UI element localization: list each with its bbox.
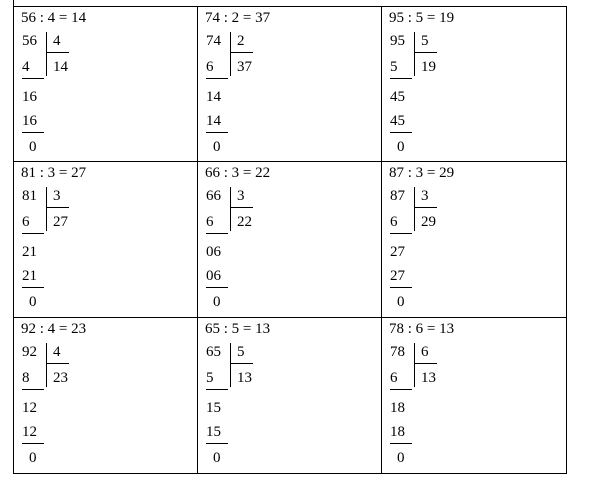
first-subtrahend: 6 xyxy=(390,214,398,231)
final-remainder: 0 xyxy=(397,449,405,466)
division-cell xyxy=(382,7,566,162)
first-remainder: 45 xyxy=(390,89,405,105)
subtraction-line-2 xyxy=(22,287,44,288)
division-cell xyxy=(198,162,382,317)
second-subtrahend: 16 xyxy=(22,113,37,129)
quotient: 29 xyxy=(421,214,436,231)
divisor: 2 xyxy=(237,33,245,49)
first-remainder: 18 xyxy=(390,399,405,416)
first-subtrahend: 5 xyxy=(206,369,214,386)
quotient-line xyxy=(47,363,69,364)
first-subtrahend: 6 xyxy=(206,59,214,75)
second-subtrahend: 21 xyxy=(22,268,37,285)
quotient: 19 xyxy=(421,59,436,75)
equation-title: 65 : 5 = 13 xyxy=(205,320,271,337)
subtraction-line-2 xyxy=(206,443,228,444)
second-subtrahend: 27 xyxy=(390,268,405,285)
second-subtrahend: 06 xyxy=(206,268,221,285)
division-cell xyxy=(382,162,566,317)
final-remainder: 0 xyxy=(29,139,37,155)
first-remainder: 14 xyxy=(206,89,221,105)
equation-title: 81 : 3 = 27 xyxy=(21,165,87,182)
first-remainder: 16 xyxy=(22,89,37,105)
subtraction-line-2 xyxy=(390,443,412,444)
equation-title: 87 : 3 = 29 xyxy=(389,165,455,182)
dividend: 81 xyxy=(22,188,37,205)
quotient-line xyxy=(415,363,437,364)
first-subtrahend: 6 xyxy=(390,369,398,386)
first-subtrahend: 4 xyxy=(22,59,30,75)
first-remainder: 12 xyxy=(22,399,37,416)
dividend: 56 xyxy=(22,33,37,49)
first-subtrahend: 6 xyxy=(206,214,214,231)
subtraction-line-1 xyxy=(22,389,44,390)
division-vertical-line xyxy=(414,32,415,76)
first-remainder: 21 xyxy=(22,244,37,261)
equation-title: 74 : 2 = 37 xyxy=(205,10,271,26)
first-subtrahend: 8 xyxy=(22,369,30,386)
quotient: 14 xyxy=(53,59,68,75)
division-vertical-line xyxy=(46,187,47,231)
dividend: 74 xyxy=(206,33,221,49)
quotient-line xyxy=(47,52,69,53)
subtraction-line-2 xyxy=(390,287,412,288)
final-remainder: 0 xyxy=(213,449,221,466)
divisor: 4 xyxy=(53,343,61,360)
second-subtrahend: 14 xyxy=(206,113,221,129)
division-vertical-line xyxy=(230,32,231,76)
division-vertical-line xyxy=(230,187,231,231)
quotient-line xyxy=(47,207,69,208)
first-subtrahend: 5 xyxy=(390,59,398,75)
divisor: 3 xyxy=(53,188,61,205)
division-table xyxy=(13,6,567,474)
dividend: 92 xyxy=(22,343,37,360)
subtraction-line-1 xyxy=(390,233,412,234)
quotient: 27 xyxy=(53,214,68,231)
divisor: 3 xyxy=(421,188,429,205)
dividend: 65 xyxy=(206,343,221,360)
division-cell xyxy=(198,318,382,473)
division-cell xyxy=(198,7,382,162)
subtraction-line-2 xyxy=(390,132,412,133)
division-cell xyxy=(14,162,198,317)
equation-title: 92 : 4 = 23 xyxy=(21,320,87,337)
quotient: 23 xyxy=(53,369,68,386)
first-remainder: 27 xyxy=(390,244,405,261)
second-subtrahend: 12 xyxy=(22,423,37,440)
equation-title: 66 : 3 = 22 xyxy=(205,165,271,182)
divisor: 4 xyxy=(53,33,61,49)
final-remainder: 0 xyxy=(29,449,37,466)
subtraction-line-1 xyxy=(206,233,228,234)
subtraction-line-2 xyxy=(206,287,228,288)
subtraction-line-1 xyxy=(390,389,412,390)
divisor: 5 xyxy=(237,343,245,360)
subtraction-line-2 xyxy=(206,132,228,133)
divisor: 6 xyxy=(421,343,429,360)
quotient-line xyxy=(231,207,253,208)
quotient-line xyxy=(231,52,253,53)
divisor: 3 xyxy=(237,188,245,205)
subtraction-line-2 xyxy=(22,443,44,444)
final-remainder: 0 xyxy=(29,294,37,311)
dividend: 78 xyxy=(390,343,405,360)
first-remainder: 06 xyxy=(206,244,221,261)
subtraction-line-1 xyxy=(206,389,228,390)
second-subtrahend: 15 xyxy=(206,423,221,440)
first-subtrahend: 6 xyxy=(22,214,30,231)
quotient: 37 xyxy=(237,59,252,75)
quotient-line xyxy=(415,52,437,53)
subtraction-line-1 xyxy=(22,78,44,79)
division-vertical-line xyxy=(230,343,231,387)
division-cell xyxy=(14,318,198,473)
second-subtrahend: 45 xyxy=(390,113,405,129)
equation-title: 95 : 5 = 19 xyxy=(389,10,455,26)
dividend: 87 xyxy=(390,188,405,205)
subtraction-line-2 xyxy=(22,132,44,133)
subtraction-line-1 xyxy=(390,78,412,79)
quotient-line xyxy=(231,363,253,364)
dividend: 95 xyxy=(390,33,405,49)
division-vertical-line xyxy=(46,32,47,76)
quotient-line xyxy=(415,207,437,208)
equation-title: 56 : 4 = 14 xyxy=(21,10,87,26)
quotient: 13 xyxy=(237,369,252,386)
subtraction-line-1 xyxy=(22,233,44,234)
division-vertical-line xyxy=(414,343,415,387)
quotient: 22 xyxy=(237,214,252,231)
division-vertical-line xyxy=(46,343,47,387)
equation-title: 78 : 6 = 13 xyxy=(389,320,455,337)
subtraction-line-1 xyxy=(206,78,228,79)
divisor: 5 xyxy=(421,33,429,49)
final-remainder: 0 xyxy=(397,139,405,155)
division-cell xyxy=(14,7,198,162)
quotient: 13 xyxy=(421,369,436,386)
final-remainder: 0 xyxy=(397,294,405,311)
dividend: 66 xyxy=(206,188,221,205)
division-vertical-line xyxy=(414,187,415,231)
final-remainder: 0 xyxy=(213,139,221,155)
division-cell xyxy=(382,318,566,473)
first-remainder: 15 xyxy=(206,399,221,416)
final-remainder: 0 xyxy=(213,294,221,311)
second-subtrahend: 18 xyxy=(390,423,405,440)
